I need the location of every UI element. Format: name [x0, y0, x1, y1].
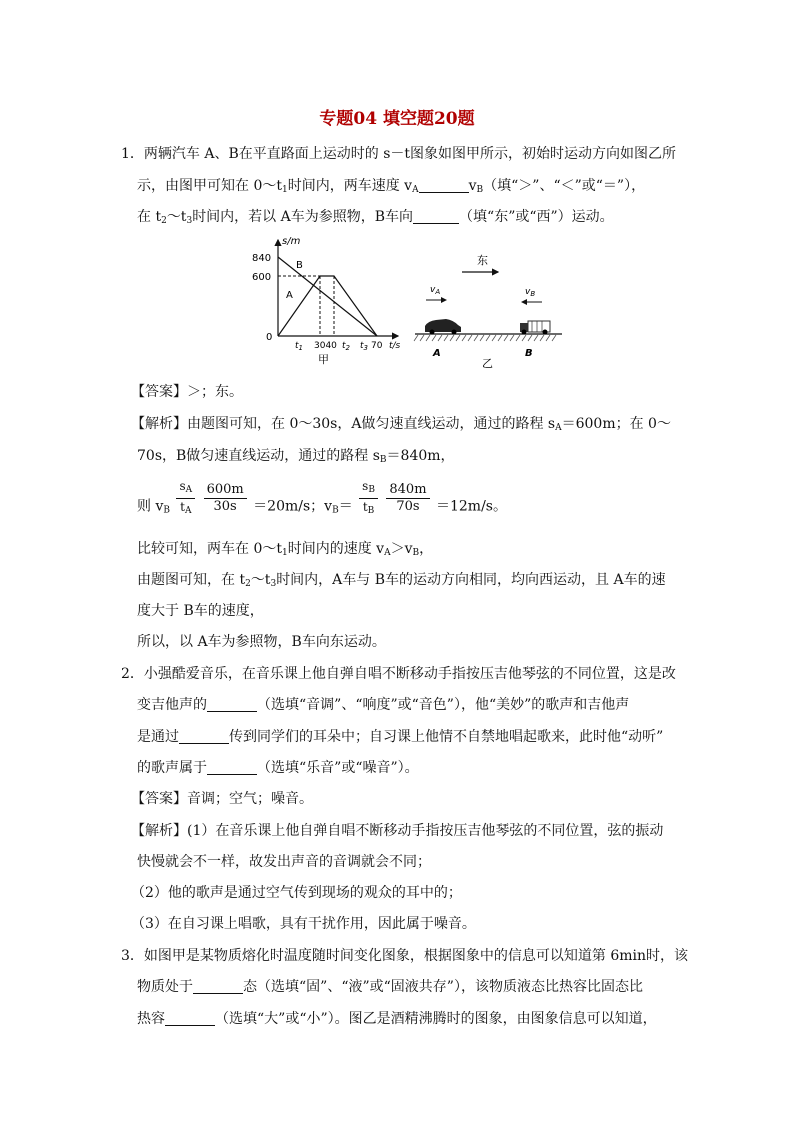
line-A [278, 276, 377, 336]
q1-analysis-5: 由题图可知，在 $t_2\sim t_3$时间内，A车与 B车的运动方向相同，均向西运动，且 A车的速 [137, 572, 666, 589]
q2-answer: 【答案】音调；空气；噪音。 [131, 791, 313, 807]
q2-line-2: 变吉他声的 （选填“音调”、“响度”或“音色”），他“美妙”的歌声和吉他声 [137, 697, 630, 713]
x-tick-70: 70 [371, 341, 383, 351]
q1-analysis-2: 70s，B做匀速直线运动，通过的路程 $s_B=840m$， [137, 448, 455, 465]
q2-line-4: 的歌声属于 （选填“乐音”或“噪音”）。 [137, 760, 419, 776]
q3-line-1: 3．如图甲是某物质熔化时温度随时间变化图象，根据图象中的信息可以知道第 6min时，该 [121, 948, 689, 964]
vA-label: $v_A$ [430, 285, 441, 296]
q2-line-1: 2．小强酷爱音乐，在音乐课上他自弹自唱不断移动手指按压吉他琴弦的不同位置，这是改 [121, 666, 676, 682]
q1-line-3: 在 $t_2\sim t_3$时间内，若以 A车为参照物，B车向 （填“东”或“西”）运动。 [137, 209, 614, 226]
graph-label-B: B [296, 260, 303, 271]
y-axis-label: s/m [282, 236, 301, 247]
car-A-icon [425, 319, 461, 335]
q1-analysis-6: 度大于 B车的速度， [137, 603, 264, 619]
q1-analysis-1: 【解析】由题图可知，在 0～30s，A做匀速直线运动，通过的路程 $s_A=600m$；在 0～ [131, 416, 671, 433]
q3-blank-2[interactable] [165, 1011, 215, 1026]
q2-analysis-3: （2）他的歌声是通过空气传到现场的观众的耳中的； [131, 885, 462, 901]
q2-blank-3[interactable] [207, 760, 257, 775]
q1-answer: 【答案】＞；东。 [131, 384, 243, 400]
line-B [278, 257, 377, 336]
x-tick-t1: $t_1$ [295, 341, 303, 352]
q2-blank-2[interactable] [179, 729, 229, 744]
truck-B-icon [520, 321, 550, 335]
q2-analysis-1: 【解析】(1）在音乐课上他自弹自唱不断移动手指按压吉他琴弦的不同位置，弦的振动 [131, 823, 664, 839]
x-tick-t3: $t_3$ [360, 341, 368, 352]
q2-blank-1[interactable] [207, 697, 257, 712]
q3-line-2: 物质处于 态（选填“固”、“液”或“固液共存”），该物质液态比热容比固态比 [137, 979, 643, 995]
direction-label: 东 [477, 254, 488, 267]
car-A-label: A [433, 348, 441, 359]
car-B-label: B [525, 348, 533, 359]
q1-figure [250, 232, 570, 382]
page-title: 专题04 填空题20题 [319, 109, 475, 129]
q1-blank-1[interactable] [419, 178, 469, 193]
q1-formula: 则 $v_B$ $\frac{s_A}{t_A}$ $\frac{600m}{30s}$ ＝20m/s；$v_B=$ $\frac{s_B}{t_B}$ $\frac{840m}{70s}$ ＝12m/s。 [137, 479, 507, 516]
q3-line-3: 热容 （选填“大”或“小”）。图乙是酒精沸腾时的图象，由图象信息可以知道， [137, 1011, 657, 1027]
q3-blank-1[interactable] [193, 979, 243, 994]
vB-label: $v_B$ [525, 287, 536, 298]
origin-label: 0 [266, 332, 273, 343]
y-tick-840: 840 [252, 253, 272, 264]
graph-label-A: A [286, 290, 293, 301]
q2-analysis-2: 快慢就会不一样，故发出声音的音调就会不同； [137, 854, 431, 870]
x-tick-3040: 3040 [314, 341, 337, 351]
q2-line-3: 是通过 传到同学们的耳朵中；自习课上他情不自禁地唱起歌来，此时他“动听” [137, 729, 664, 745]
q1-blank-2[interactable] [413, 209, 459, 224]
figure-caption-yi: 乙 [482, 357, 493, 370]
q2-analysis-4: （3）在自习课上唱歌，具有干扰作用，因此属于噪音。 [131, 916, 476, 932]
q1-analysis-4: 比较可知，两车在 $0\sim t_1$时间内的速度 $v_A>v_B$， [137, 541, 434, 558]
x-tick-t2: $t_2$ [342, 341, 350, 352]
q1-line-2: 示，由图甲可知在 $0\sim t_1$时间内，两车速度 $v_A$ $v_B$（填“＞”、“＜”或“＝”）， [137, 178, 646, 195]
q1-analysis-7: 所以，以 A车为参照物，B车向东运动。 [137, 634, 386, 650]
x-axis-label: t/s [389, 341, 401, 351]
y-tick-600: 600 [252, 272, 272, 283]
q1-line-1: 1．两辆汽车 A、B在平直路面上运动时的 s－t图象如图甲所示，初始时运动方向如图乙所 [121, 146, 677, 162]
figure-caption-jia: 甲 [318, 353, 329, 366]
